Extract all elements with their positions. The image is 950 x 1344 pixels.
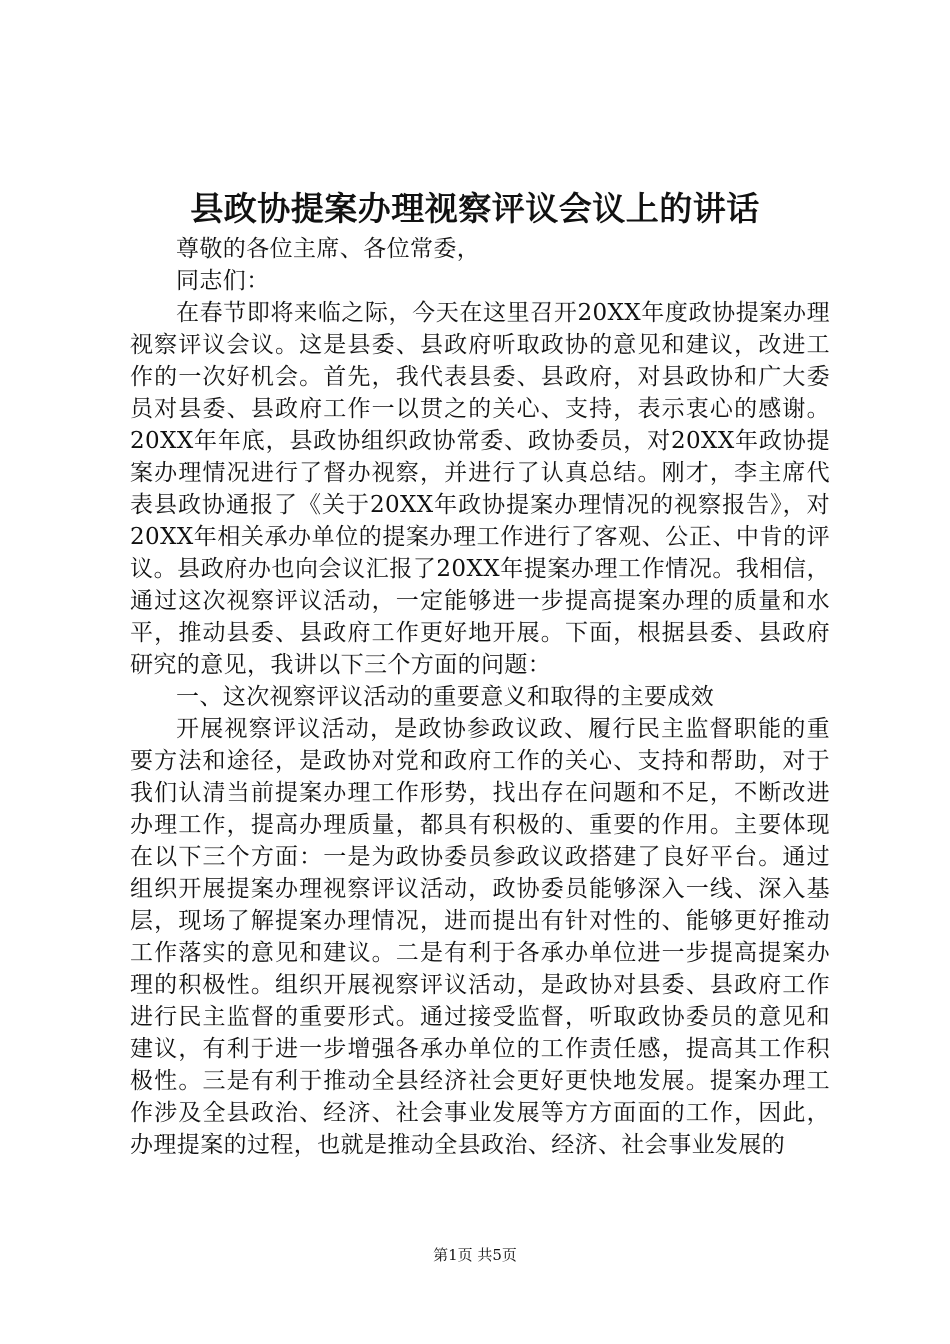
document-body bbox=[130, 233, 830, 1161]
section-heading: 一、这次视察评议活动的重要意义和取得的主要成效 bbox=[176, 684, 715, 710]
body-paragraph: 在春节即将来临之际，今天在这里召开20XX年度政协提案办理视察评议会议。这是县委、县政府听取政协的意见和建议，改进工作的一次好机会。首先，我代表县委、县政府，对县政协和广大委员对县委、县政府工作一以贯之的关心、支持，表示衷心的感谢。20XX年年底，县政协组织政协常委、政协委员，对20XX年政协提案办理情况进行了督办视察，并进行了认真总结。刚才，李主席代表县政协通报了《关于20XX年政协提案办理情况的视察报告》，对20XX年相关承办单位的提案办理工作进行了客观、公正、中肯的评议。县政府办也向会议汇报了20XX年提案办理工作情况。我相信，通过这次视察评议活动，一定能够进一步提高提案办理的质量和水平，推动县委、县政府工作更好地开展。下面，根据县委、县政府研究的意见，我讲以下三个方面的问题： bbox=[130, 300, 830, 678]
document-title: 县政协提案办理视察评议会议上的讲话 bbox=[190, 189, 760, 228]
salutation-line: 尊敬的各位主席、各位常委， bbox=[176, 236, 481, 262]
salutation-line: 同志们： bbox=[176, 268, 270, 294]
body-paragraph: 开展视察评议活动，是政协参政议政、履行民主监督职能的重要方法和途径，是政协对党和政府工作的关心、支持和帮助，对于我们认清当前提案办理工作形势，找出存在问题和不足，不断改进办理工作，提高办理质量，都具有积极的、重要的作用。主要体现在以下三个方面：一是为政协委员参政议政搭建了良好平台。通过组织开展提案办理视察评议活动，政协委员能够深入一线、深入基层，现场了解提案办理情况，进而提出有针对性的、能够更好推动工作落实的意见和建议。二是有利于各承办单位进一步提高提案办理的积极性。组织开展视察评议活动，是政协对县委、县政府工作进行民主监督的重要形式。通过接受监督，听取政协委员的意见和建议，有利于进一步增强各承办单位的工作责任感，提高其工作积极性。三是有利于推动全县经济社会更好更快地发展。提案办理工作涉及全县政治、经济、社会事业发展等方方面面的工作，因此，办理提案的过程，也就是推动全县政治、经济、社会事业发展的 bbox=[130, 716, 830, 1158]
page-footer: 第1页 共5页 bbox=[433, 1246, 517, 1264]
